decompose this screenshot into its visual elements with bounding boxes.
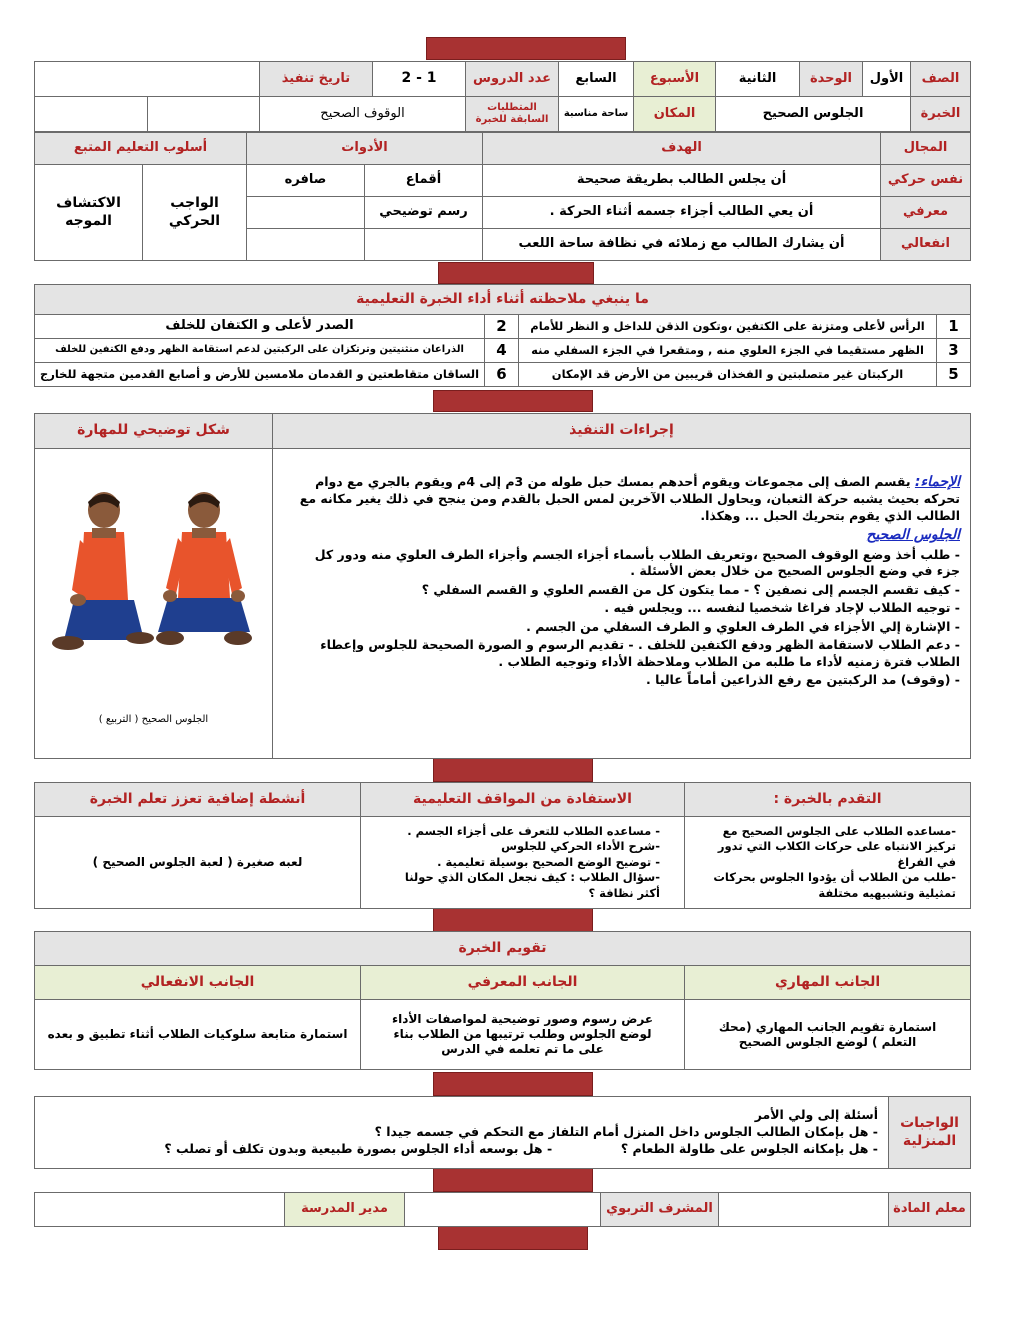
separator-bar — [433, 758, 593, 782]
homework-intro: أسئلة إلى ولي الأمر — [754, 1107, 878, 1123]
homework-table — [34, 1096, 971, 1169]
signatures-table — [34, 1192, 971, 1227]
domain-affective: انفعالي — [881, 229, 971, 261]
observe-item: الظهر مستقيما في الجزء العلوي منه , ومتقعرا في الجزء السفلي منه — [519, 339, 937, 363]
tool-empty — [247, 229, 365, 261]
extra-activity: لعبه صغيرة ( لعبة الجلوس الصحيح ) — [35, 817, 361, 909]
homework-question: - هل بإمكان الطالب الجلوس داخل المنزل أمام التلفاز مع التحكم في جسمه جيدا ؟ — [374, 1124, 878, 1140]
empty-cell — [35, 97, 148, 132]
observe-number: 6 — [485, 363, 519, 387]
method-label: أسلوب التعليم المتبع — [35, 133, 247, 165]
place-label: المكان — [634, 97, 716, 132]
objectives-table — [34, 132, 971, 261]
procedures-table — [34, 413, 971, 759]
experience-value: الجلوس الصحيح — [716, 97, 911, 132]
grade-value: الأول — [863, 62, 911, 97]
lessons-label: عدد الدروس — [466, 62, 559, 97]
procedure-step: - طلب أخذ وضع الوقوف الصحيح ،وتعريف الطلاب بأسماء أجزاء الجسم وأجزاء الطرف العلوي منه ودور كل جزء في وضع الجلوس الصحيح من خلال بعض الأسئلة . — [314, 546, 960, 579]
observe-item: الرأس لأعلى ومتزنة على الكتفين ،وتكون الذقن للداخل و النظر للأمام — [519, 315, 937, 339]
week-label: الأسبوع — [634, 62, 716, 97]
benefit-item: -شرح الأداء الحركي للجلوس — [501, 839, 660, 854]
separator-bar — [426, 37, 626, 60]
domain-psychomotor: نفس حركي — [881, 165, 971, 197]
benefit-title: الاستفادة من المواقف التعليمية — [361, 783, 685, 817]
procedure-step: - (وقوف) مد الركبتين مع رفع الذراعين أماماً عاليا . — [645, 672, 960, 688]
figure-title: شكل توضيحي للمهارة — [35, 414, 273, 449]
separator-bar — [433, 1072, 593, 1096]
child-front-view — [156, 492, 252, 645]
observe-title: ما ينبغي ملاحظته أثناء أداء الخبرة التعليمية — [35, 285, 971, 315]
supervisor-signature[interactable] — [405, 1193, 601, 1227]
teacher-signature[interactable] — [719, 1193, 889, 1227]
skill-text: استمارة تقويم الجانب المهاري (محك التعلم ) لوضع الجلوس الصحيح — [685, 1000, 971, 1070]
benefit-item: - توضيح الوضع الصحيح بوسيلة تعليمية . — [437, 854, 660, 869]
progress-list — [685, 817, 971, 909]
goal-label: الهدف — [483, 133, 881, 165]
grade-label: الصف — [911, 62, 971, 97]
separator-bar — [433, 908, 593, 932]
separator-bar — [433, 390, 593, 412]
tool-empty — [365, 229, 483, 261]
procedure-step: - كيف تقسم الجسم إلى نصفين ؟ - مما يتكون كل من القسم العلوي و القسم السفلي ؟ — [421, 581, 960, 597]
homework-question: - هل بإمكانه الجلوس على طاولة الطعام ؟ — [620, 1140, 878, 1156]
separator-bar — [438, 1226, 588, 1250]
observe-number: 3 — [937, 339, 971, 363]
progress-item: -طلب من الطلاب أن يؤدوا الجلوس بحركات تمثيلية وتشبيهيه مختلفة — [713, 870, 956, 900]
warmup-label: الإحماء: — [914, 474, 960, 490]
evaluation-table — [34, 931, 971, 1070]
exec-date-value — [35, 62, 260, 97]
header-table — [34, 61, 971, 132]
principal-label: مدير المدرسة — [285, 1193, 405, 1227]
teacher-label: معلم المادة — [889, 1193, 971, 1227]
child-side-view — [52, 492, 154, 650]
figure-cell — [35, 449, 273, 759]
affective-text: استمارة متابعة سلوكيات الطلاب أثناء تطبيق و بعده — [35, 1000, 361, 1070]
observe-number: 2 — [485, 315, 519, 339]
evaluation-title: تقويم الخبرة — [35, 932, 971, 966]
progress-item: -مساعده الطلاب على الجلوس الصحيح مع تركيز الانتباه على حركات الكلاب التي تدور في الفراغ — [717, 823, 956, 869]
observe-item: الذراعان منثنيتين وترتكزان على الركبتين لدعم استقامة الظهر ودفع الكتفين للخلف — [35, 339, 485, 363]
figure-caption: الجلوس الصحيح ( التربيع ) — [98, 714, 209, 726]
enrichment-table — [34, 782, 971, 909]
homework-body — [35, 1097, 889, 1169]
benefit-item: - مساعده الطلاب للتعرف على أجزاء الجسم . — [407, 823, 660, 838]
goal-cognitive: أن يعي الطالب أجزاء جسمه أثناء الحركة . — [483, 197, 881, 229]
seated-children-illustration — [44, 480, 264, 710]
exec-date-label: تاريخ تنفيذ — [260, 62, 373, 97]
observe-number: 5 — [937, 363, 971, 387]
observation-table — [34, 284, 971, 387]
empty-cell — [148, 97, 260, 132]
tool-cones: أقماع — [365, 165, 483, 197]
procedure-step: - الإشارة إلي الأجزاء في الطرف العلوي و الطرف السفلي من الجسم . — [526, 618, 960, 634]
supervisor-label: المشرف التربوي — [601, 1193, 719, 1227]
method-guided-discovery: الاكتشاف الموجه — [35, 165, 143, 261]
domain-cognitive: معرفي — [881, 197, 971, 229]
affective-label: الجانب الانفعالي — [35, 966, 361, 1000]
cognitive-label: الجانب المعرفي — [361, 966, 685, 1000]
observe-item: الصدر لأعلى و الكتفان للخلف — [35, 315, 485, 339]
goal-psychomotor: أن يجلس الطالب بطريقة صحيحة — [483, 165, 881, 197]
method-motor-task: الواجب الحركي — [143, 165, 247, 261]
homework-label: الواجبات المنزلية — [889, 1097, 971, 1169]
cognitive-text: عرض رسوم وصور توضيحية لمواصفات الأداء لوضع الجلوس وطلب ترتيبها من الطلاب بناء على ما تم تعلمه في الدرس — [361, 1000, 685, 1070]
procedures-body — [273, 449, 971, 759]
observe-number: 4 — [485, 339, 519, 363]
procedures-title: إجراءات التنفيذ — [273, 414, 971, 449]
observe-item: الساقان متقاطعتين و القدمان ملامسين للأرض و أصابع القدمين متجهة للخارج — [35, 363, 485, 387]
observe-number: 1 — [937, 315, 971, 339]
tool-whistle: صافره — [247, 165, 365, 197]
place-value: ساحة مناسبة — [559, 97, 634, 132]
domain-label: المجال — [881, 133, 971, 165]
warmup-text: يقسم الصف إلى مجموعات ويقوم أحدهم بمسك حبل طوله من 3م إلى 4م ويقوم بالجري مع دوام تحركه بحيث يشبه حركة الثعبان، ويحاول الطلاب الآخرين لمس الحبل بالقدم ومن ينجح في ذلك يغير مكانه مع الطالب الذي يقوم بتحريك الحبل ... وهكذا. — [299, 474, 960, 523]
extra-title: أنشطة إضافية تعزز تعلم الخبرة — [35, 783, 361, 817]
prereq-value: الوقوف الصحيح — [260, 97, 466, 132]
procedure-step: - دعم الطلاب لاستقامة الظهر ودفع الكتفين للخلف . - تقديم الرسوم و الصورة الصحيحة للجلوس وإعطاء الطلاب فترة زمنيه لأداء ما طلبه من الطلاب وملاحظة الأداء وتوجيه الطلاب . — [320, 637, 960, 669]
principal-signature[interactable] — [35, 1193, 285, 1227]
benefit-item: -سؤال الطلاب : كيف نجعل المكان الذي حولنا أكثر نظافة ؟ — [404, 870, 660, 900]
section-label: الجلوس الصحيح — [866, 527, 960, 544]
prereq-label: المتطلبات السابقة للخبرة — [466, 97, 559, 132]
separator-bar — [438, 262, 594, 284]
tool-drawing: رسم توضيحي — [365, 197, 483, 229]
skill-label: الجانب المهاري — [685, 966, 971, 1000]
unit-value: الثانية — [716, 62, 800, 97]
unit-label: الوحدة — [800, 62, 863, 97]
goal-affective: أن يشارك الطالب مع زملائه في نظافة ساحة اللعب — [483, 229, 881, 261]
procedure-step: - توجيه الطلاب لإجاد فراغا شخصيا لنفسه ... ويجلس فيه . — [604, 600, 960, 616]
homework-question: - هل بوسعه أداء الجلوس بصورة طبيعية وبدون تكلف أو تصلب ؟ — [164, 1140, 553, 1156]
separator-bar — [433, 1168, 593, 1192]
observe-item: الركبتان غير متصلبتين و الفخذان قريبين من الأرض قد الإمكان — [519, 363, 937, 387]
experience-label: الخبرة — [911, 97, 971, 132]
tools-label: الأدوات — [247, 133, 483, 165]
tool-empty — [247, 197, 365, 229]
benefit-list — [361, 817, 685, 909]
progress-title: التقدم بالخبرة : — [685, 783, 971, 817]
week-value: السابع — [559, 62, 634, 97]
lessons-value: 1 - 2 — [373, 62, 466, 97]
